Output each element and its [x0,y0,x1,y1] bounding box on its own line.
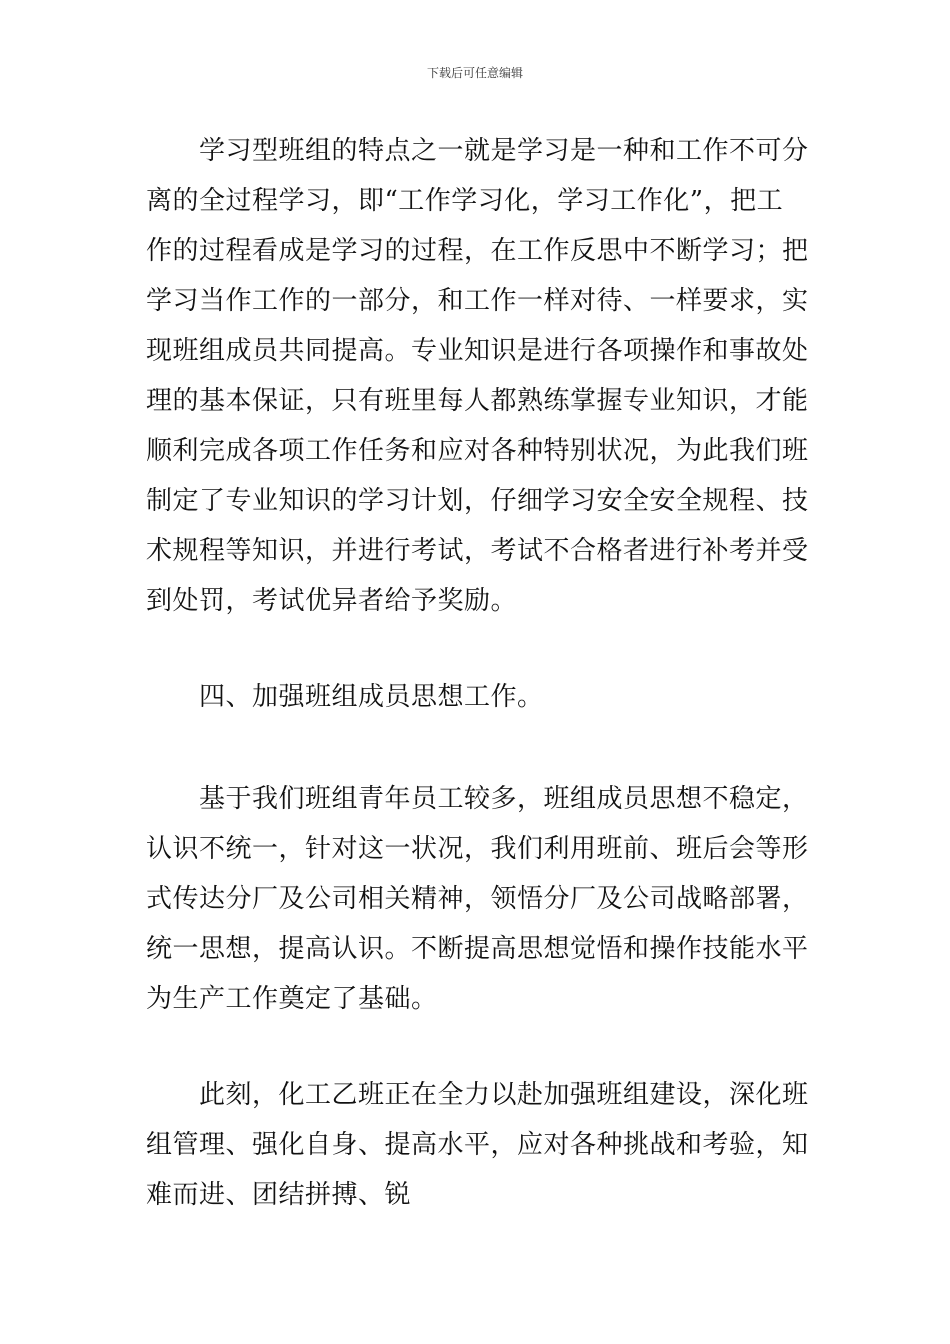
text-line: 制定了专业知识的学习计划，仔细学习安全安全规程、技 [146,486,809,516]
paragraph-current-status [146,1070,809,1220]
text-line: 到处罚，考试优异者给予奖励。 [146,586,518,616]
text-line: 基于我们班组青年员工较多，班组成员思想不稳定， [146,784,809,814]
text-line: 统一思想，提高认识。不断提高思想觉悟和操作技能水平 [146,934,809,964]
paragraph-ideology-work [146,774,809,1024]
text-line: 学习当作工作的一部分，和工作一样对待、一样要求，实 [146,286,809,316]
text-line: 组管理、强化自身、提高水平，应对各种挑战和考验，知 [146,1130,809,1160]
text-line: 作的过程看成是学习的过程，在工作反思中不断学习；把 [146,236,809,266]
text-line: 顺利完成各项工作任务和应对各种特别状况，为此我们班 [146,436,809,466]
heading-line: 四、加强班组成员思想工作。 [146,682,544,712]
text-line: 难而进、团结拼搏、锐 [146,1180,412,1210]
text-line: 认识不统一，针对这一状况，我们利用班前、班后会等形 [146,834,809,864]
text-line: 现班组成员共同提高。专业知识是进行各项操作和事故处 [146,336,809,366]
page-header: 下载后可任意编辑 [426,66,523,80]
text-line: 理的基本保证，只有班里每人都熟练掌握专业知识，才能 [146,386,809,416]
text-line: 术规程等知识，并进行考试，考试不合格者进行补考并受 [146,536,809,566]
text-line: 此刻，化工乙班正在全力以赴加强班组建设，深化班 [146,1080,809,1110]
text-line: 式传达分厂及公司相关精神，领悟分厂及公司战略部署， [146,884,809,914]
text-line: 为生产工作奠定了基础。 [146,984,438,1014]
text-line: 学习型班组的特点之一就是学习是一种和工作不可分 [146,136,809,166]
text-line: 离的全过程学习，即“工作学习化，学习工作化”，把工 [146,186,784,216]
section-heading-4 [146,672,544,722]
paragraph-learning-team [146,126,809,626]
